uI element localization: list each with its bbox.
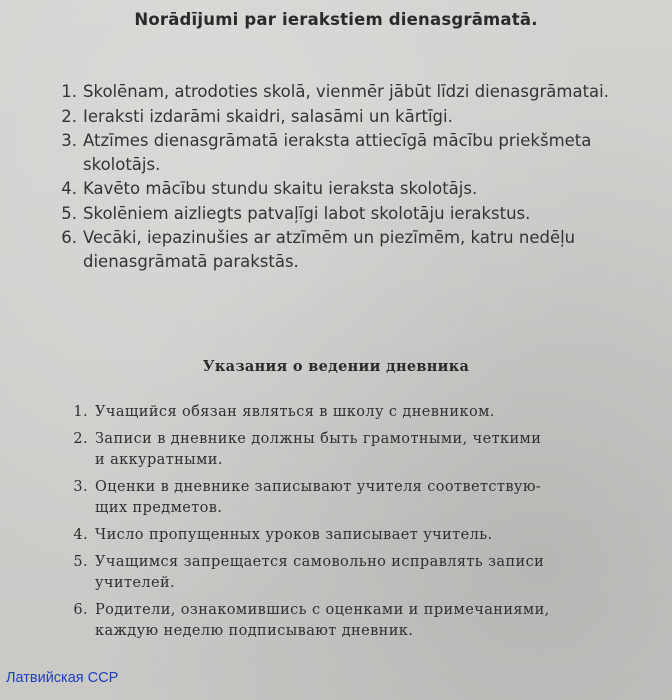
item-number: 6. <box>73 602 88 618</box>
latvian-section-title: Norādījumi par ierakstiem dienasgrāmatā. <box>134 10 538 29</box>
list-item <box>46 202 646 226</box>
item-text: Skolēnam, atrodoties skolā, vienmēr jābūt līdzi dienasgrāmatai. <box>83 82 609 101</box>
item-number: 5. <box>61 203 77 223</box>
item-number: 2. <box>73 431 88 447</box>
latvian-instructions-list <box>46 80 646 274</box>
list-item <box>58 429 638 471</box>
item-text: Vecāki, iepazinušies ar atzīmēm un piezīmēm, katru nedēļu dienasgrāmatā parakstās. <box>83 228 576 271</box>
list-item <box>58 552 638 594</box>
item-number: 4. <box>61 179 77 198</box>
item-number: 5. <box>73 554 88 570</box>
item-text: Учащимся запрещается самовольно исправлять записи учителей. <box>95 554 545 591</box>
item-text: Atzīmes dienasgrāmatā ieraksta attiecīgā mācību priekšmeta skolotājs. <box>83 131 592 174</box>
item-number: 1. <box>61 82 77 101</box>
russian-section-title: Указания о ведении дневника <box>202 358 470 375</box>
item-number: 4. <box>73 527 88 543</box>
item-text: Учащийся обязан являться в школу с дневником. <box>95 404 495 420</box>
list-item <box>58 402 638 423</box>
item-text: Оценки в дневнике записывают учителя соответствую- щих предметов. <box>95 479 542 516</box>
list-item <box>46 129 646 176</box>
item-text: Ieraksti izdarāmi skaidri, salasāmi un kārtīgi. <box>83 106 453 126</box>
item-number: 2. <box>61 106 77 126</box>
item-text: Родители, ознакомившись с оценками и примечаниями, каждую неделю подписывают дневник. <box>95 602 550 639</box>
item-number: 6. <box>61 228 77 247</box>
russian-instructions-list <box>58 402 638 648</box>
item-number: 3. <box>61 131 77 150</box>
item-text: Число пропущенных уроков записывает учитель. <box>95 527 493 543</box>
item-number: 1. <box>73 404 88 420</box>
list-item <box>58 477 638 519</box>
item-text: Kavēto mācību stundu skaitu ieraksta skolotājs. <box>83 179 478 198</box>
list-item <box>46 105 646 129</box>
list-item <box>46 226 646 273</box>
list-item <box>46 177 646 201</box>
list-item <box>58 525 638 546</box>
list-item <box>58 600 638 642</box>
item-text: Skolēniem aizliegts patvaļīgi labot skolotāju ierakstus. <box>83 203 531 223</box>
item-text: Записи в дневнике должны быть грамотными, четкими и аккуратными. <box>95 431 542 468</box>
item-number: 3. <box>73 479 88 495</box>
watermark-caption: Латвийская ССР <box>6 670 119 686</box>
list-item <box>46 80 646 104</box>
